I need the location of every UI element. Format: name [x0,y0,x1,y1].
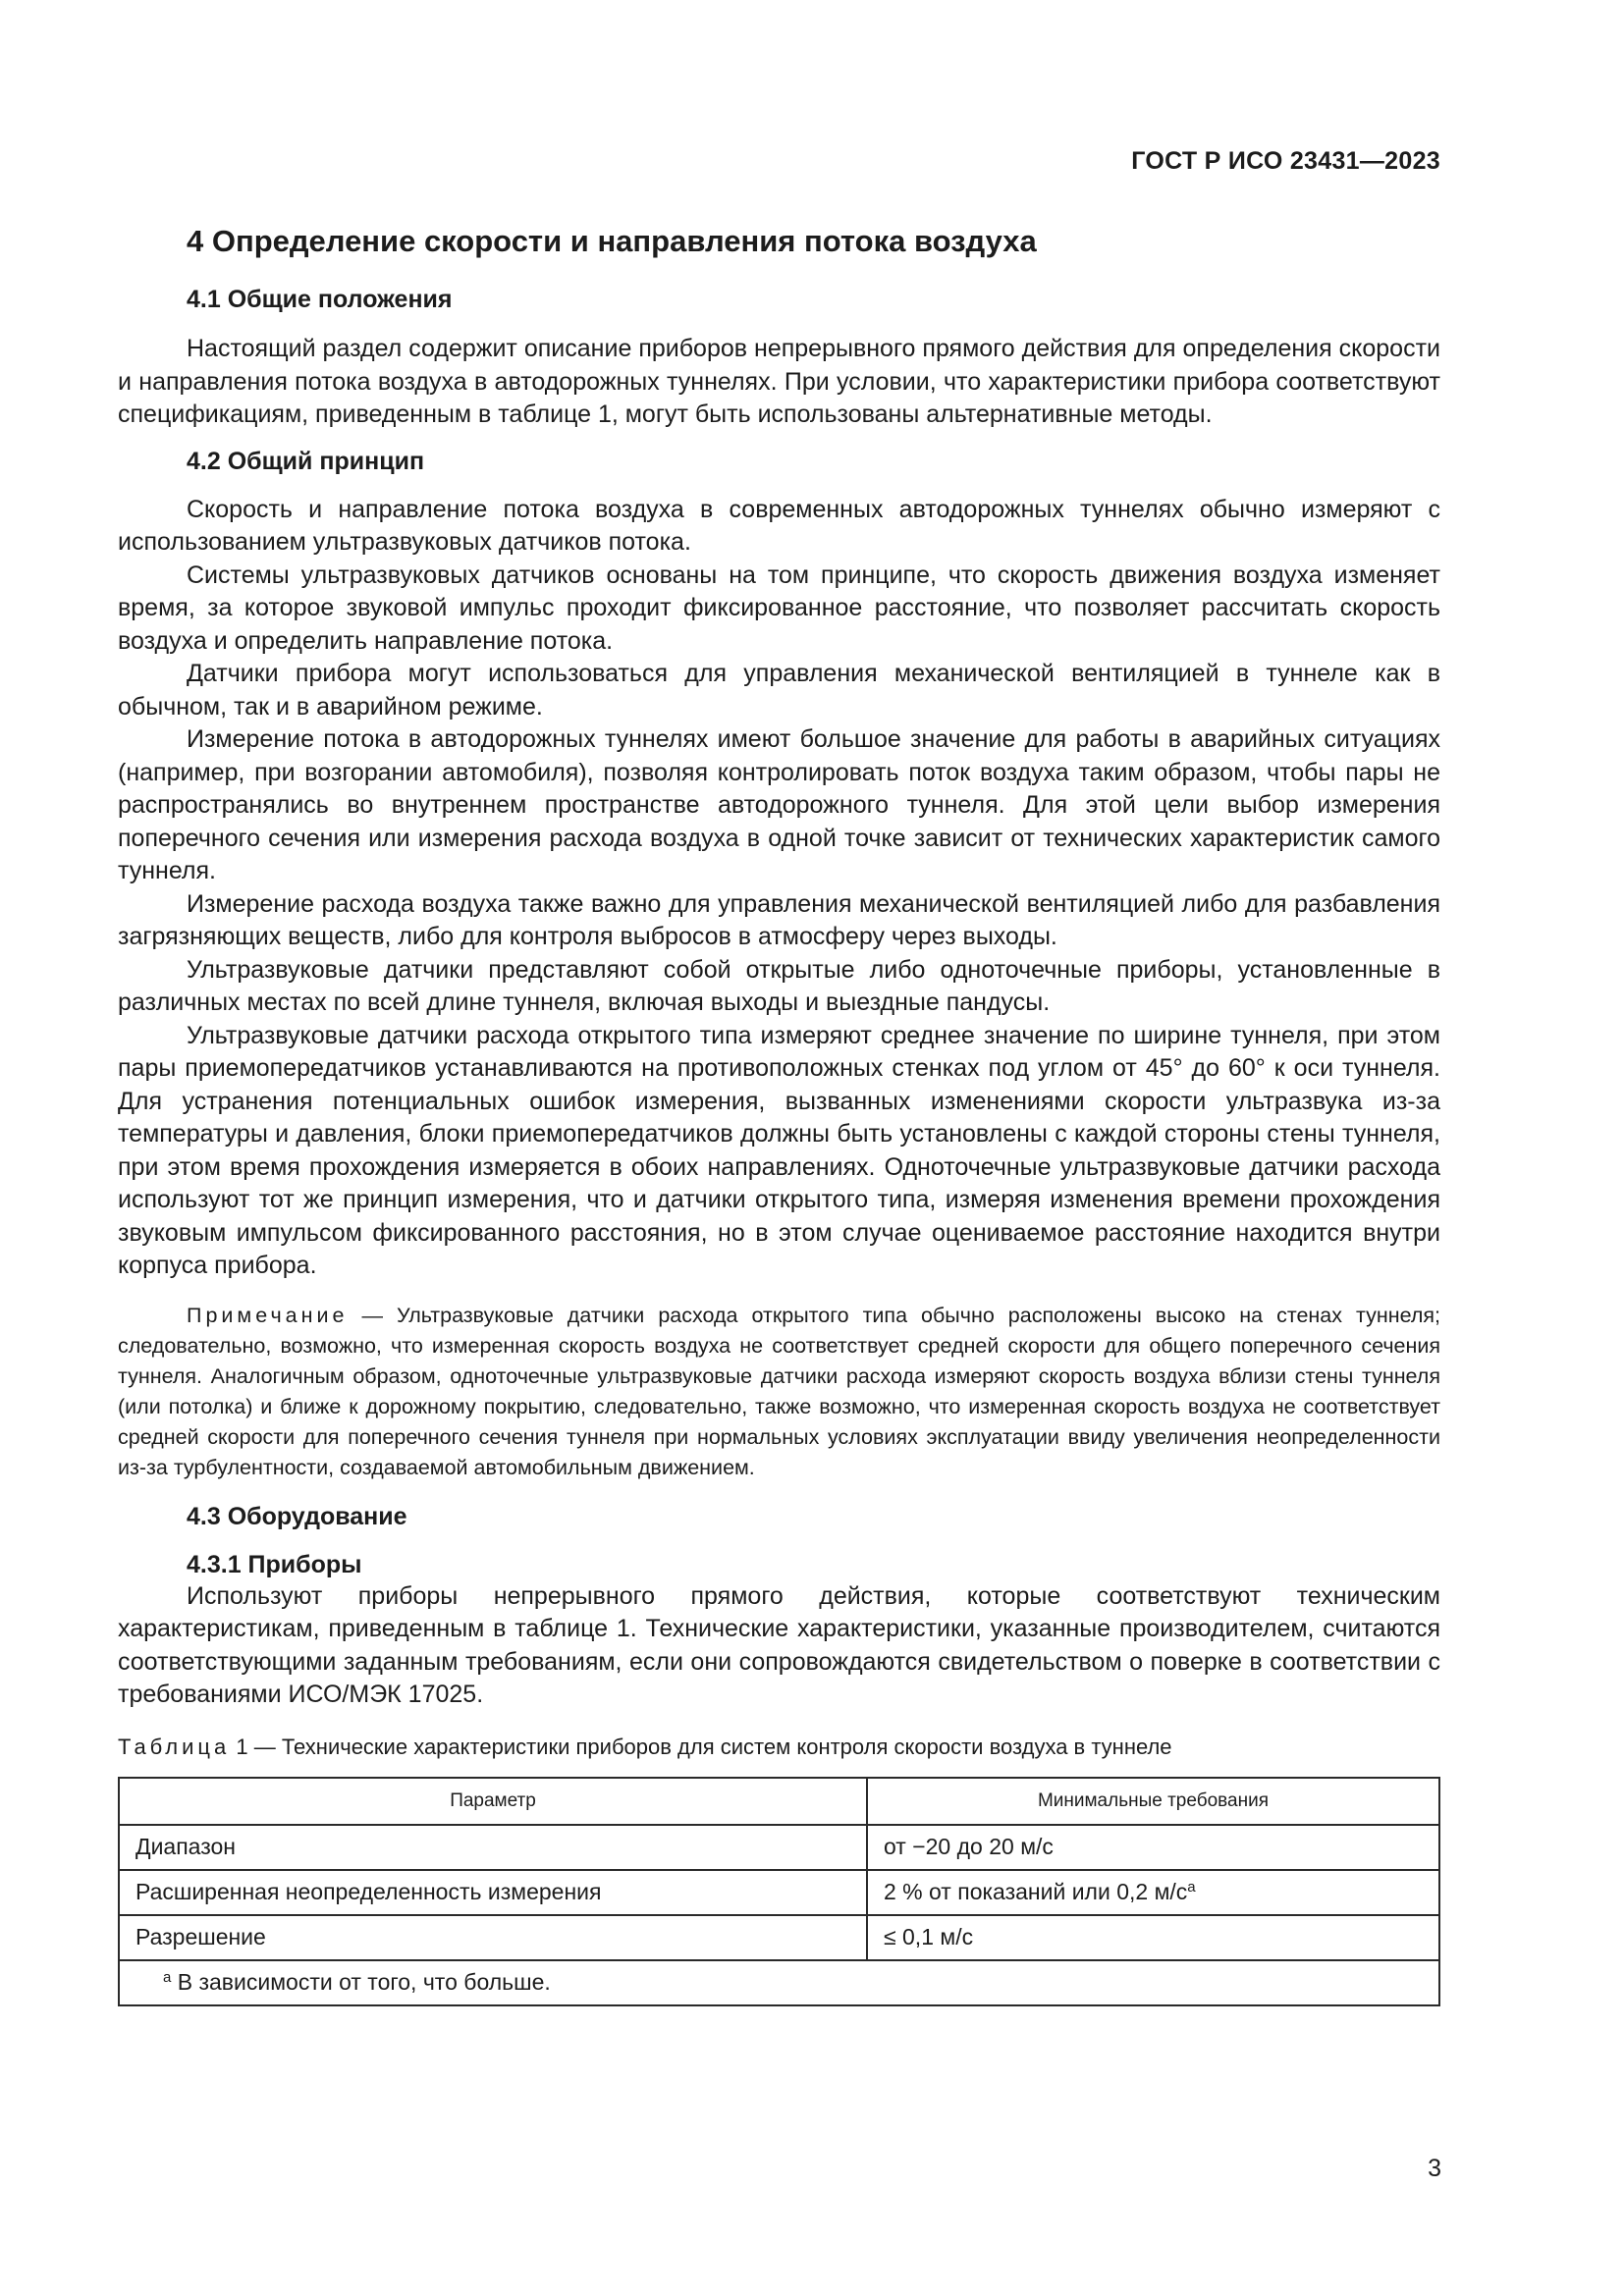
table-caption-text: 1 — Технические характеристики приборов для систем контроля скорости воздуха в туннеле [230,1734,1172,1759]
note-label: Примечание [187,1303,349,1327]
standard-number: ГОСТ Р ИСО 23431—2023 [1131,147,1440,175]
table-cell: Расширенная неопределенность измерения [119,1870,867,1915]
table-cell: от −20 до 20 м/с [867,1825,1439,1870]
paragraph: Измерение потока в автодорожных туннелях имеют большое значение для работы в аварийных ситуациях (например, при возгорании автомобиля), позволяя контролировать поток воздуха таким образом, чтобы пары не распространялись во внутреннем пространстве автодорожного туннеля. Для этой цели выбор измерения поперечного сечения или измерения расхода воздуха в одной точке зависит от технических характеристик самого туннеля. [118,725,1440,884]
table-row [119,1825,1439,1870]
note-text: — Ультразвуковые датчики расхода открытого типа обычно расположены высоко на стенах туннеля; следовательно, возможно, что измеренная скорость воздуха не соответствует средней скорости для общего поперечного сечения туннеля. Аналогичным образом, одноточечные ультразвуковые датчики расхода измеряют скорость воздуха вблизи стены туннеля (или потолка) и ближе к дорожному покрытию, следовательно, также возможно, что измеренная скорость воздуха не соответствует средней скорости для поперечного сечения туннеля при нормальных условиях эксплуатации ввиду увеличения неопределенности из-за турбулентности, создаваемой автомобильным движением. [118,1303,1440,1479]
page-content [118,218,1440,2006]
table-footnote-row [119,1960,1439,2005]
table-cell [867,1870,1439,1915]
paragraph: Системы ультразвуковых датчиков основаны на том принципе, что скорость движения воздуха изменяет время, за которое звуковой импульс проходит фиксированное расстояние, что позволяет рассчитать скорость воздуха и определить направление потока. [118,561,1440,655]
column-header-requirements: Минимальные требования [867,1778,1439,1825]
paragraph: Измерение расхода воздуха также важно для управления механической вентиляцией либо для разбавления загрязняющих веществ, либо для контроля выбросов в атмосферу через выходы. [118,889,1440,950]
subsection-title-4-3: 4.3 Оборудование [187,1502,407,1530]
paragraph: Датчики прибора могут использоваться для управления механической вентиляцией в туннеле как в обычном, так и в аварийном режиме. [118,660,1440,721]
section-title: 4 Определение скорости и направления потока воздуха [187,224,1037,258]
subsection-title-4-1: 4.1 Общие положения [187,286,453,313]
paragraph: Ультразвуковые датчики представляют собой открытые либо одноточечные приборы, установленные в различных местах по всей длине туннеля, включая выходы и выездные пандусы. [118,955,1440,1016]
footnote-mark: а [163,1969,172,1986]
cell-value: 2 % от показаний или 0,2 м/с [884,1879,1188,1904]
table-cell: Диапазон [119,1825,867,1870]
subsection-title-4-3-1: 4.3.1 Приборы [187,1550,362,1578]
table-caption-label: Таблица [118,1734,231,1759]
subsection-title-4-2: 4.2 Общий принцип [187,447,425,475]
page-number: 3 [1428,2155,1441,2182]
specifications-table [118,1777,1440,2006]
paragraph: Скорость и направление потока воздуха в современных автодорожных туннелях обычно измеряют с использованием ультразвуковых датчиков потока. [118,495,1440,556]
paragraph: Ультразвуковые датчики расхода открытого типа измеряют среднее значение по ширине туннеля, при этом пары приемопередатчиков устанавливаются на противоположных стенках под углом от 45° до 60° к оси туннеля. Для устранения потенциальных ошибок измерения, вызванных изменениями скорости ультразвука из-за температуры и давления, блоки приемопередатчиков должны быть установлены с каждой стороны стены туннеля, при этом время прохождения измеряется в обоих направлениях. Одноточечные ультразвуковые датчики расхода используют тот же принцип измерения, что и датчики открытого типа, измеряя изменения времени прохождения звуковым импульсом фиксированного расстояния, но в этом случае оцениваемое расстояние находится внутри корпуса прибора. [118,1021,1440,1279]
footnote-reference: а [1187,1879,1196,1896]
table-caption [118,1732,1440,1763]
table-row [119,1870,1439,1915]
footnote-text: В зависимости от того, что больше. [171,1969,551,1995]
table-header-row [119,1778,1439,1825]
table-cell: ≤ 0,1 м/с [867,1915,1439,1960]
table-row [119,1915,1439,1960]
note [118,1301,1440,1483]
table-cell: Разрешение [119,1915,867,1960]
paragraph: Настоящий раздел содержит описание приборов непрерывного прямого действия для определения скорости и направления потока воздуха в автодорожных туннелях. При условии, что характеристики прибора соответствуют спецификациям, приведенным в таблице 1, могут быть использованы альтернативные методы. [118,335,1440,428]
column-header-parameter: Параметр [119,1778,867,1825]
table-footnote [119,1960,1439,2005]
paragraph: Используют приборы непрерывного прямого действия, которые соответствуют техническим характеристикам, приведенным в таблице 1. Технические характеристики, указанные производителем, считаются соответствующими заданным требованиям, если они сопровождаются свидетельством о поверке в соответствии с требованиями ИСО/МЭК 17025. [118,1581,1440,1708]
